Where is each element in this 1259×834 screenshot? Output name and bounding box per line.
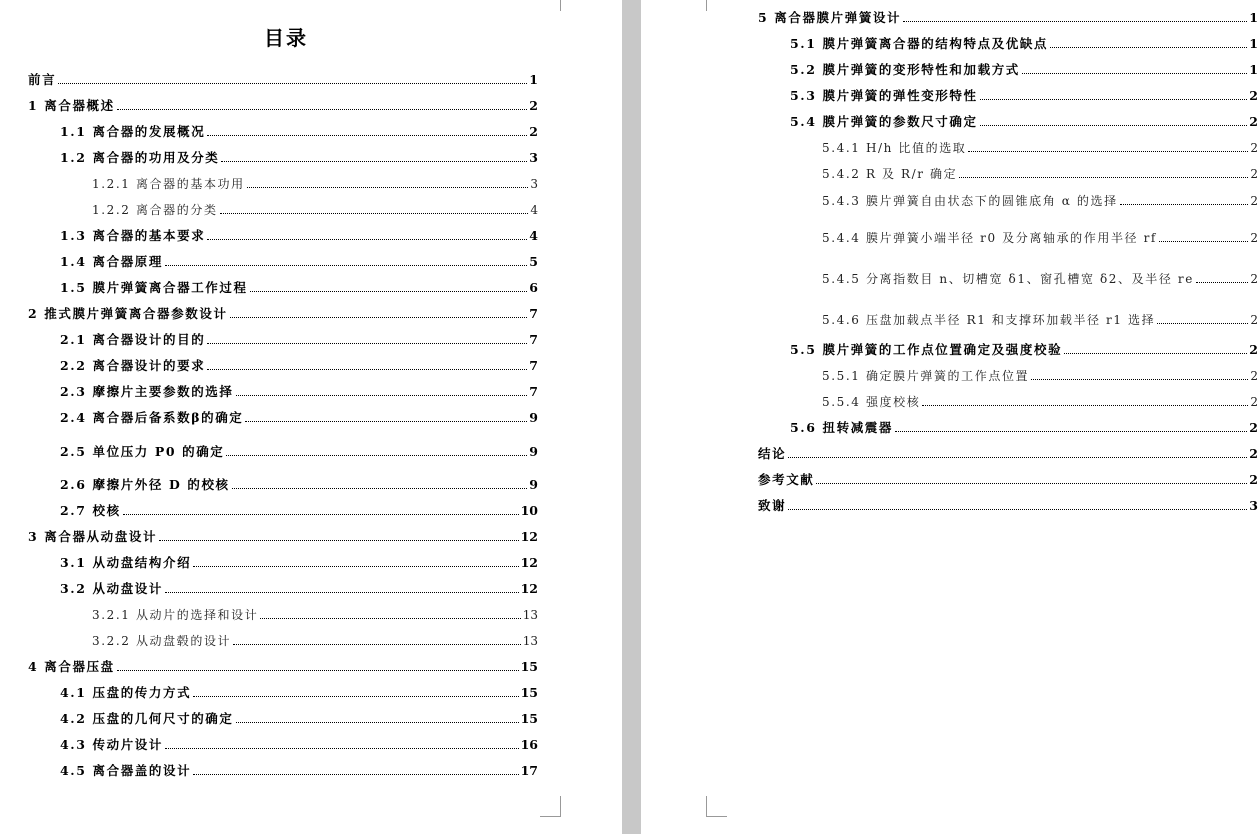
toc-entry[interactable]: 4.2 压盘的几何尺寸的确定 15 xyxy=(60,711,538,726)
toc-entry[interactable]: 5.4.1 H/h 比值的选取 2 xyxy=(822,141,1258,155)
toc-entry[interactable]: 1.2.2 离合器的分类 4 xyxy=(92,203,538,217)
toc-entry[interactable]: 1.4 离合器原理 5 xyxy=(60,254,538,269)
toc-entry[interactable]: 3 离合器从动盘设计 12 xyxy=(28,529,538,544)
margin-mark-top-right xyxy=(540,0,561,11)
document-page-right xyxy=(641,0,1259,834)
toc-title: 目录 xyxy=(264,26,308,50)
toc-entry[interactable]: 4 离合器压盘 15 xyxy=(28,659,538,674)
toc-entry[interactable]: 4.1 压盘的传力方式 15 xyxy=(60,685,538,700)
margin-mark-bottom-right xyxy=(540,796,561,817)
toc-entry[interactable]: 5.4 膜片弹簧的参数尺寸确定 2 xyxy=(790,114,1258,129)
toc-entry[interactable]: 3.2 从动盘设计 12 xyxy=(60,581,538,596)
toc-entry[interactable]: 4.5 离合器盖的设计 17 xyxy=(60,763,538,778)
toc-entry[interactable]: 1.3 离合器的基本要求 4 xyxy=(60,228,538,243)
toc-entry[interactable]: 参考文献 2 xyxy=(758,472,1258,487)
toc-entry[interactable]: 1.2 离合器的功用及分类 3 xyxy=(60,150,538,165)
toc-entry[interactable]: 致谢 3 xyxy=(758,498,1258,513)
toc-entry[interactable]: 1 离合器概述 2 xyxy=(28,98,538,113)
toc-entry[interactable]: 2.2 离合器设计的要求 7 xyxy=(60,358,538,373)
toc-entry[interactable]: 1.5 膜片弹簧离合器工作过程 6 xyxy=(60,280,538,295)
toc-entry[interactable]: 1.1 离合器的发展概况 2 xyxy=(60,124,538,139)
margin-mark-bottom-left xyxy=(706,796,727,817)
document-page-left xyxy=(0,0,622,834)
toc-entry[interactable]: 5.3 膜片弹簧的弹性变形特性 2 xyxy=(790,88,1258,103)
toc-entry[interactable]: 5.5 膜片弹簧的工作点位置确定及强度校验 2 xyxy=(790,342,1258,357)
toc-entry[interactable]: 5.4.6 压盘加载点半径 R1 和支撑环加载半径 r1 选择 2 xyxy=(822,313,1258,327)
page-gutter xyxy=(622,0,641,834)
toc-entry[interactable]: 3.2.1 从动片的选择和设计 13 xyxy=(92,608,538,622)
toc-entry[interactable]: 5 离合器膜片弹簧设计 1 xyxy=(758,10,1258,25)
toc-entry[interactable]: 5.4.2 R 及 R/r 确定 2 xyxy=(822,167,1258,181)
margin-mark-top-left xyxy=(706,0,727,11)
toc-entry[interactable]: 前言 1 xyxy=(28,72,538,87)
toc-entry[interactable]: 结论 2 xyxy=(758,446,1258,461)
toc-entry[interactable]: 2.1 离合器设计的目的 7 xyxy=(60,332,538,347)
toc-entry[interactable]: 5.4.3 膜片弹簧自由状态下的圆锥底角 α 的选择 2 xyxy=(822,194,1258,208)
toc-entry[interactable]: 3.2.2 从动盘毂的设计 13 xyxy=(92,634,538,648)
toc-entry[interactable]: 5.4.4 膜片弹簧小端半径 r0 及分离轴承的作用半径 rf 2 xyxy=(822,231,1258,245)
toc-entry[interactable]: 2.3 摩擦片主要参数的选择 7 xyxy=(60,384,538,399)
toc-entry[interactable]: 2.4 离合器后备系数β的确定 9 xyxy=(60,410,538,425)
toc-entry[interactable]: 2 推式膜片弹簧离合器参数设计 7 xyxy=(28,306,538,321)
toc-entry[interactable]: 2.5 单位压力 P0 的确定 9 xyxy=(60,444,538,459)
toc-entry[interactable]: 5.1 膜片弹簧离合器的结构特点及优缺点 1 xyxy=(790,36,1258,51)
toc-entry[interactable]: 5.2 膜片弹簧的变形特性和加载方式 1 xyxy=(790,62,1258,77)
toc-entry[interactable]: 5.5.1 确定膜片弹簧的工作点位置 2 xyxy=(822,369,1258,383)
toc-entry[interactable]: 2.6 摩擦片外径 D 的校核 9 xyxy=(60,477,538,492)
toc-entry[interactable]: 3.1 从动盘结构介绍 12 xyxy=(60,555,538,570)
toc-entry[interactable]: 5.6 扭转减震器 2 xyxy=(790,420,1258,435)
toc-entry[interactable]: 1.2.1 离合器的基本功用 3 xyxy=(92,177,538,191)
toc-entry[interactable]: 4.3 传动片设计 16 xyxy=(60,737,538,752)
toc-entry[interactable]: 2.7 校核 10 xyxy=(60,503,538,518)
toc-entry[interactable]: 5.4.5 分离指数目 n、切槽宽 δ1、窗孔槽宽 δ2、及半径 re 2 xyxy=(822,272,1258,286)
toc-entry[interactable]: 5.5.4 强度校核 2 xyxy=(822,395,1258,409)
